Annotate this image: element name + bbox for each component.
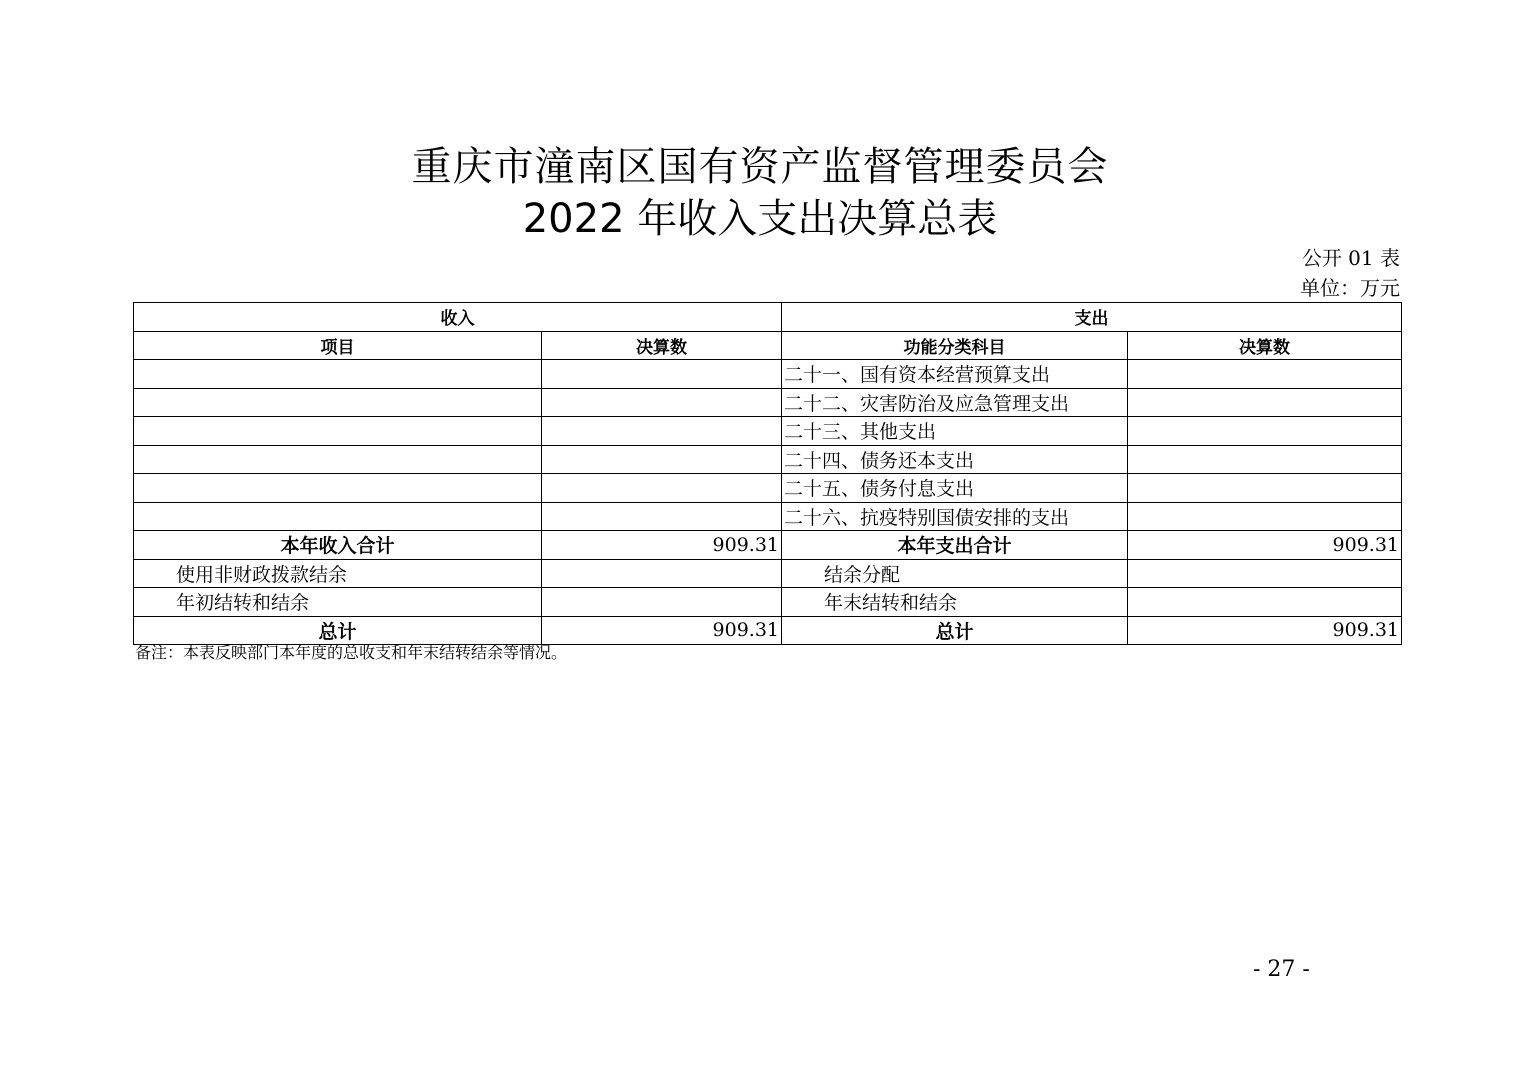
expense-item-header: 功能分类科目 bbox=[782, 331, 1128, 360]
income-item-cell: 年初结转和结余 bbox=[134, 588, 542, 617]
income-total-amount: 909.31 bbox=[542, 616, 782, 645]
table-row bbox=[134, 502, 1402, 531]
income-amount-cell bbox=[542, 360, 782, 389]
expense-subtotal-amount: 909.31 bbox=[1128, 531, 1402, 560]
income-total-label: 总计 bbox=[134, 616, 542, 645]
expense-amount-cell bbox=[1128, 588, 1402, 617]
income-subtotal-label: 本年收入合计 bbox=[134, 531, 542, 560]
form-number: 公开 01 表 bbox=[1301, 246, 1400, 270]
income-item-cell bbox=[134, 445, 542, 474]
income-subtotal-amount: 909.31 bbox=[542, 531, 782, 560]
expense-amount-cell bbox=[1128, 360, 1402, 389]
income-amount-cell bbox=[542, 502, 782, 531]
table-row bbox=[134, 417, 1402, 446]
expense-item-cell: 二十六、抗疫特别国债安排的支出 bbox=[782, 502, 1128, 531]
expense-total-label: 总计 bbox=[782, 616, 1128, 645]
group-header-row bbox=[134, 303, 1402, 332]
income-expense-table bbox=[133, 302, 1402, 645]
subtotal-row bbox=[134, 531, 1402, 560]
income-amount-cell bbox=[542, 474, 782, 503]
expense-item-cell: 年末结转和结余 bbox=[782, 588, 1128, 617]
total-row bbox=[134, 616, 1402, 645]
expense-item-cell: 二十五、债务付息支出 bbox=[782, 474, 1128, 503]
table-row bbox=[134, 588, 1402, 617]
table-row bbox=[134, 474, 1402, 503]
income-item-cell bbox=[134, 474, 542, 503]
expense-total-amount: 909.31 bbox=[1128, 616, 1402, 645]
table-row bbox=[134, 388, 1402, 417]
income-amount-cell bbox=[542, 445, 782, 474]
page-title: 重庆市潼南区国有资产监督管理委员会 bbox=[411, 144, 1109, 190]
expense-group-header: 支出 bbox=[782, 303, 1402, 332]
expense-amount-cell bbox=[1128, 445, 1402, 474]
income-amount-cell bbox=[542, 588, 782, 617]
expense-amount-cell bbox=[1128, 388, 1402, 417]
expense-amount-cell bbox=[1128, 559, 1402, 588]
income-item-cell bbox=[134, 502, 542, 531]
expense-subtotal-label: 本年支出合计 bbox=[782, 531, 1128, 560]
table-row bbox=[134, 445, 1402, 474]
income-item-header: 项目 bbox=[134, 331, 542, 360]
expense-amount-cell bbox=[1128, 502, 1402, 531]
income-amount-cell bbox=[542, 417, 782, 446]
expense-item-cell: 二十一、国有资本经营预算支出 bbox=[782, 360, 1128, 389]
income-amount-cell bbox=[542, 388, 782, 417]
income-amount-cell bbox=[542, 559, 782, 588]
expense-amount-cell bbox=[1128, 474, 1402, 503]
column-header-row bbox=[134, 331, 1402, 360]
table-row bbox=[134, 360, 1402, 389]
expense-item-cell: 结余分配 bbox=[782, 559, 1128, 588]
page-subtitle: 2022 年收入支出决算总表 bbox=[522, 196, 998, 242]
income-item-cell: 使用非财政拨款结余 bbox=[134, 559, 542, 588]
income-amount-header: 决算数 bbox=[542, 331, 782, 360]
expense-item-cell: 二十三、其他支出 bbox=[782, 417, 1128, 446]
expense-amount-cell bbox=[1128, 417, 1402, 446]
unit-label: 单位：万元 bbox=[1300, 276, 1400, 300]
expense-item-cell: 二十四、债务还本支出 bbox=[782, 445, 1128, 474]
income-item-cell bbox=[134, 417, 542, 446]
income-item-cell bbox=[134, 388, 542, 417]
expense-amount-header: 决算数 bbox=[1128, 331, 1402, 360]
footnote: 备注：本表反映部门本年度的总收支和年末结转结余等情况。 bbox=[135, 643, 568, 662]
income-group-header: 收入 bbox=[134, 303, 782, 332]
expense-item-cell: 二十二、灾害防治及应急管理支出 bbox=[782, 388, 1128, 417]
income-item-cell bbox=[134, 360, 542, 389]
table-row bbox=[134, 559, 1402, 588]
page-number: - 27 - bbox=[1253, 957, 1310, 982]
